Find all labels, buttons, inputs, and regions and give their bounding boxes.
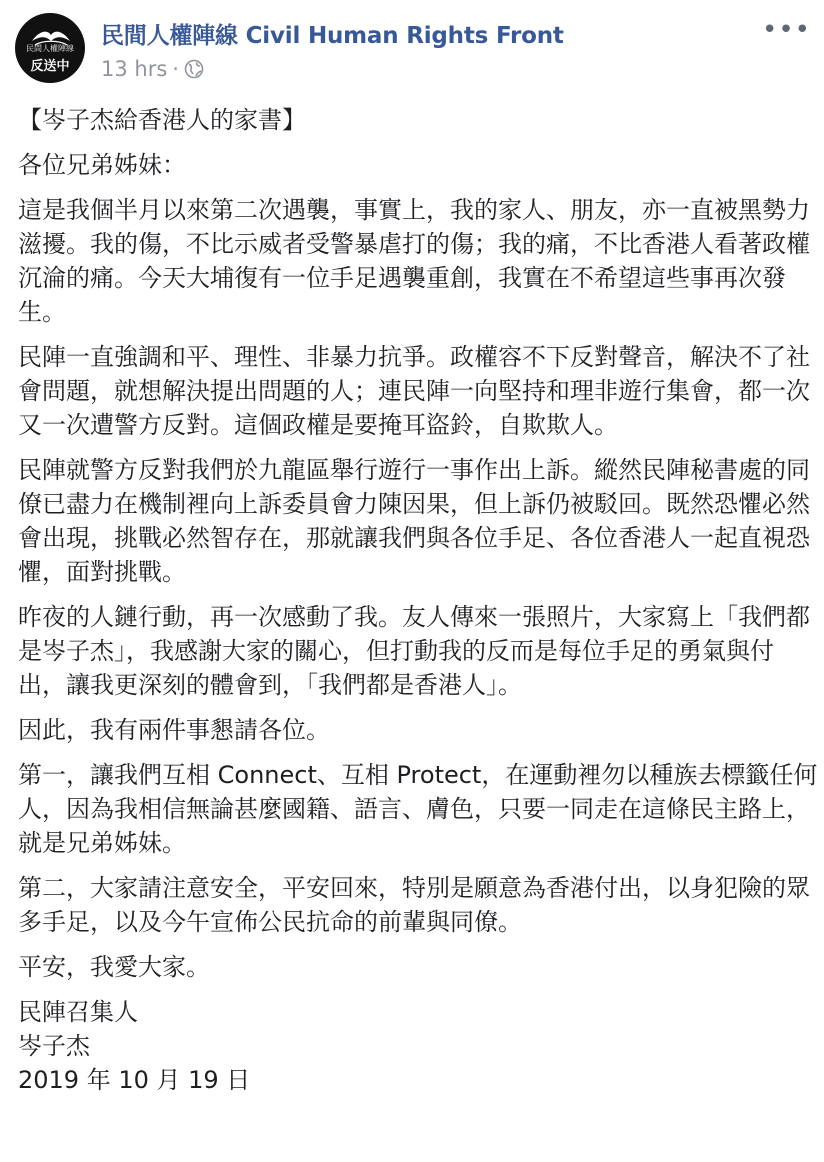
signature-name: 岑子杰 xyxy=(18,1032,90,1060)
avatar-slogan: 反送中 xyxy=(30,59,70,74)
post-meta xyxy=(101,57,204,81)
post-paragraph: 平安，我愛大家。 xyxy=(18,953,210,981)
post-title: 【岑子杰給香港人的家書】 xyxy=(18,106,306,134)
globe-icon[interactable] xyxy=(184,59,204,79)
post-timestamp[interactable]: 13 hrs xyxy=(101,57,168,81)
signature-role: 民陣召集人 xyxy=(18,998,138,1026)
post-paragraph: 民陣就警方反對我們於九龍區舉行遊行一事作出上訴。縱然民陣秘書處的同僚已盡力在機制裡向上訴委員會力陳因果，但上訴仍被駁回。既然恐懼必然會出現，挑戰必然智存在，那就讓我們與各位手足、各位香港人一起直視恐懼，面對挑戰。 xyxy=(18,456,810,586)
avatar-org-label: 民間人權陣線 xyxy=(26,44,74,53)
avatar[interactable] xyxy=(15,13,85,83)
post-paragraph: 第一，讓我們互相 Connect、互相 Protect，在運動裡勿以種族去標籤任何人，因為我相信無論甚麼國籍、語言、膚色，只要一同走在這條民主路上，就是兄弟姊妹。 xyxy=(18,761,818,857)
post-paragraph: 第二，大家請注意安全，平安回來，特別是願意為香港付出，以身犯險的眾多手足，以及今午宣佈公民抗命的前輩與同僚。 xyxy=(18,874,810,936)
signature-block xyxy=(18,995,818,1097)
post-paragraph: 因此，我有兩件事懇請各位。 xyxy=(18,716,330,744)
post-greeting: 各位兄弟姊妹： xyxy=(18,151,186,179)
post-header xyxy=(15,13,815,91)
post-paragraph: 民陣一直強調和平、理性、非暴力抗爭。政權容不下反對聲音，解決不了社會問題，就想解決提出問題的人；連民陣一向堅持和理非遊行集會，都一次又一次遭警方反對。這個政權是要掩耳盜鈴，自欺欺人。 xyxy=(18,343,810,439)
meta-separator: · xyxy=(172,57,179,81)
post-paragraph: 這是我個半月以來第二次遇襲，事實上，我的家人、朋友，亦一直被黑勢力滋擾。我的傷，不比示威者受警暴虐打的傷；我的痛，不比香港人看著政權沉淪的痛。今天大埔復有一位手足遇襲重創，我實在不希望這些事再次發生。 xyxy=(18,196,810,326)
post-paragraph: 昨夜的人鏈行動，再一次感動了我。友人傳來一張照片，大家寫上「我們都是岑子杰」，我感謝大家的關心，但打動我的反而是每位手足的勇氣與付出，讓我更深刻的體會到，「我們都是香港人」。 xyxy=(18,603,810,699)
signature-date: 2019 年 10 月 19 日 xyxy=(18,1066,251,1094)
more-options-icon[interactable]: ••• xyxy=(761,15,811,45)
post-body xyxy=(18,103,818,1097)
page-name-link[interactable]: 民間人權陣線 Civil Human Rights Front xyxy=(101,23,564,49)
